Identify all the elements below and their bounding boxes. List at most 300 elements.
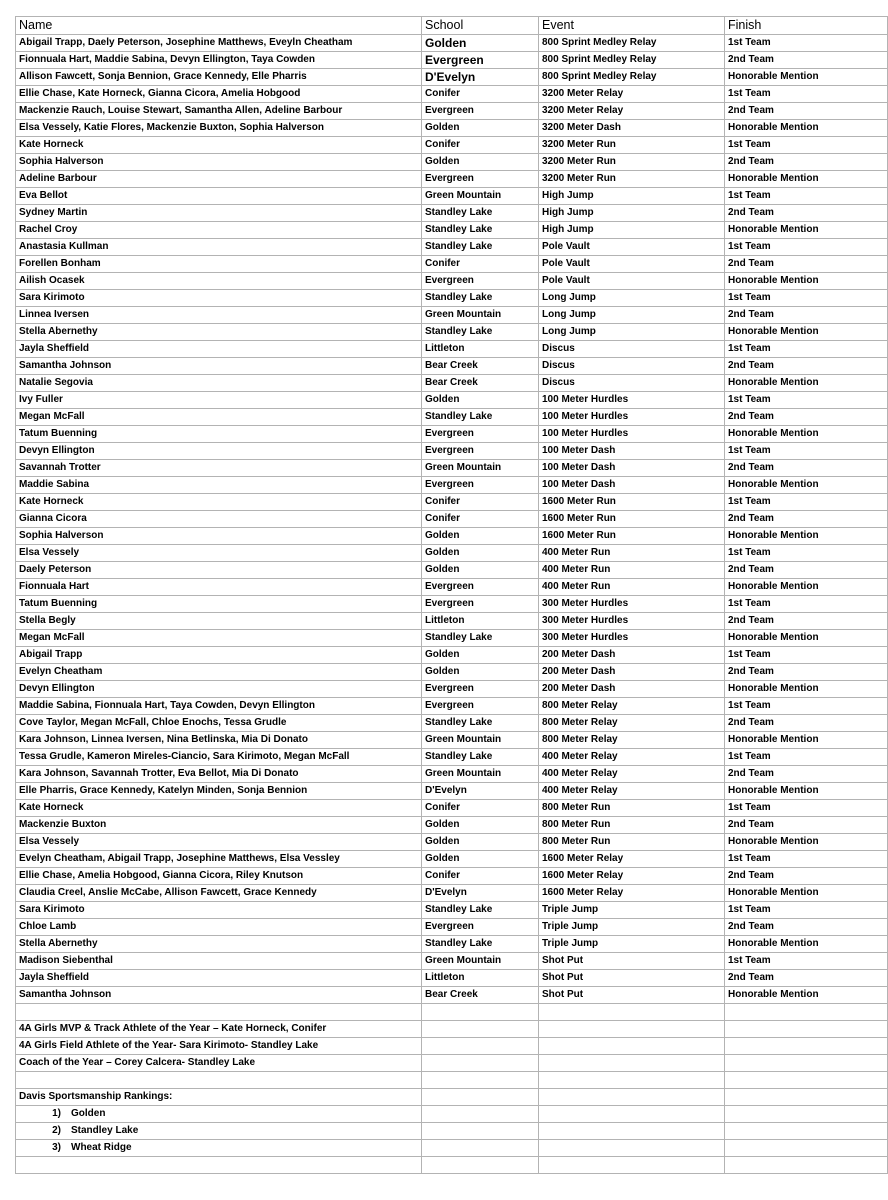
event: 3200 Meter Relay bbox=[539, 86, 725, 103]
finish: Honorable Mention bbox=[725, 936, 888, 953]
athlete-name: Samantha Johnson bbox=[16, 358, 422, 375]
finish: 1st Team bbox=[725, 545, 888, 562]
finish: Honorable Mention bbox=[725, 222, 888, 239]
table-row bbox=[16, 868, 888, 885]
empty-cell bbox=[539, 1089, 725, 1106]
school: Littleton bbox=[422, 613, 539, 630]
school: Conifer bbox=[422, 137, 539, 154]
table-row bbox=[16, 579, 888, 596]
athlete-name: Maddie Sabina bbox=[16, 477, 422, 494]
table-row bbox=[16, 358, 888, 375]
finish: 1st Team bbox=[725, 35, 888, 52]
school: Standley Lake bbox=[422, 409, 539, 426]
athlete-name: Maddie Sabina, Fionnuala Hart, Taya Cowden, Devyn Ellington bbox=[16, 698, 422, 715]
empty-cell bbox=[725, 1072, 888, 1089]
athlete-name: Abigail Trapp, Daely Peterson, Josephine Matthews, Eveyln Cheatham bbox=[16, 35, 422, 52]
school: Golden bbox=[422, 647, 539, 664]
athlete-name: Devyn Ellington bbox=[16, 681, 422, 698]
header-event: Event bbox=[539, 17, 725, 35]
event: 800 Meter Relay bbox=[539, 732, 725, 749]
table-row bbox=[16, 460, 888, 477]
table-row bbox=[16, 256, 888, 273]
table-row bbox=[16, 69, 888, 86]
table-row bbox=[16, 647, 888, 664]
empty-cell bbox=[539, 1038, 725, 1055]
school: Golden bbox=[422, 528, 539, 545]
event: 100 Meter Dash bbox=[539, 460, 725, 477]
athlete-name: Sara Kirimoto bbox=[16, 290, 422, 307]
finish: 1st Team bbox=[725, 341, 888, 358]
event: Discus bbox=[539, 341, 725, 358]
finish: 2nd Team bbox=[725, 307, 888, 324]
table-row bbox=[16, 664, 888, 681]
athlete-name: Ellie Chase, Kate Horneck, Gianna Cicora, Amelia Hobgood bbox=[16, 86, 422, 103]
table-row bbox=[16, 800, 888, 817]
athlete-name: Elle Pharris, Grace Kennedy, Katelyn Minden, Sonja Bennion bbox=[16, 783, 422, 800]
table-row bbox=[16, 86, 888, 103]
school: Bear Creek bbox=[422, 358, 539, 375]
empty-cell bbox=[725, 1021, 888, 1038]
finish: 1st Team bbox=[725, 902, 888, 919]
athlete-name: Natalie Segovia bbox=[16, 375, 422, 392]
empty-cell bbox=[539, 1106, 725, 1123]
finish: 1st Team bbox=[725, 86, 888, 103]
table-row bbox=[16, 154, 888, 171]
athlete-name: Megan McFall bbox=[16, 630, 422, 647]
event: 100 Meter Hurdles bbox=[539, 409, 725, 426]
school: Evergreen bbox=[422, 426, 539, 443]
event: Triple Jump bbox=[539, 902, 725, 919]
event: 1600 Meter Relay bbox=[539, 868, 725, 885]
athlete-name: Kate Horneck bbox=[16, 494, 422, 511]
athlete-name: Eva Bellot bbox=[16, 188, 422, 205]
athlete-name: Evelyn Cheatham bbox=[16, 664, 422, 681]
school: Conifer bbox=[422, 511, 539, 528]
event: Triple Jump bbox=[539, 936, 725, 953]
empty-cell bbox=[725, 1157, 888, 1174]
finish: 2nd Team bbox=[725, 103, 888, 120]
athlete-name: Fionnuala Hart, Maddie Sabina, Devyn Ellington, Taya Cowden bbox=[16, 52, 422, 69]
finish: 1st Team bbox=[725, 953, 888, 970]
school: Golden bbox=[422, 392, 539, 409]
event: Pole Vault bbox=[539, 239, 725, 256]
finish: Honorable Mention bbox=[725, 375, 888, 392]
sportsmanship-title: Davis Sportsmanship Rankings: bbox=[16, 1089, 422, 1106]
sportsmanship-title-row bbox=[16, 1089, 888, 1106]
athlete-name: Madison Siebenthal bbox=[16, 953, 422, 970]
finish: 2nd Team bbox=[725, 409, 888, 426]
empty-cell bbox=[422, 1055, 539, 1072]
finish: 2nd Team bbox=[725, 766, 888, 783]
table-row bbox=[16, 987, 888, 1004]
school: Evergreen bbox=[422, 273, 539, 290]
event: Pole Vault bbox=[539, 273, 725, 290]
athlete-name: Evelyn Cheatham, Abigail Trapp, Josephine Matthews, Elsa Vessley bbox=[16, 851, 422, 868]
spacer-row bbox=[16, 1157, 888, 1174]
athlete-name: Elsa Vessely bbox=[16, 545, 422, 562]
table-row bbox=[16, 137, 888, 154]
finish: 1st Team bbox=[725, 290, 888, 307]
event: 1600 Meter Relay bbox=[539, 851, 725, 868]
event: 3200 Meter Run bbox=[539, 171, 725, 188]
empty-cell bbox=[16, 1072, 422, 1089]
event: 200 Meter Dash bbox=[539, 681, 725, 698]
athlete-name: Abigail Trapp bbox=[16, 647, 422, 664]
ranking-school: Wheat Ridge bbox=[71, 1142, 132, 1153]
athlete-name: Fionnuala Hart bbox=[16, 579, 422, 596]
event: 300 Meter Hurdles bbox=[539, 596, 725, 613]
athlete-name: Stella Abernethy bbox=[16, 324, 422, 341]
finish: 1st Team bbox=[725, 596, 888, 613]
table-row bbox=[16, 307, 888, 324]
table-row bbox=[16, 239, 888, 256]
school: Evergreen bbox=[422, 477, 539, 494]
empty-cell bbox=[422, 1021, 539, 1038]
finish: 2nd Team bbox=[725, 205, 888, 222]
athlete-name: Adeline Barbour bbox=[16, 171, 422, 188]
event: Long Jump bbox=[539, 324, 725, 341]
school: Evergreen bbox=[422, 681, 539, 698]
finish: 2nd Team bbox=[725, 919, 888, 936]
athlete-name: Allison Fawcett, Sonja Bennion, Grace Kennedy, Elle Pharris bbox=[16, 69, 422, 86]
finish: Honorable Mention bbox=[725, 426, 888, 443]
table-row bbox=[16, 528, 888, 545]
event: 100 Meter Hurdles bbox=[539, 426, 725, 443]
ranking-school: Standley Lake bbox=[71, 1125, 139, 1136]
table-row bbox=[16, 324, 888, 341]
table-row bbox=[16, 222, 888, 239]
athlete-name: Ellie Chase, Amelia Hobgood, Gianna Cicora, Riley Knutson bbox=[16, 868, 422, 885]
finish: 2nd Team bbox=[725, 817, 888, 834]
empty-cell bbox=[539, 1021, 725, 1038]
event: 800 Sprint Medley Relay bbox=[539, 69, 725, 86]
award-text: 4A Girls Field Athlete of the Year- Sara Kirimoto- Standley Lake bbox=[16, 1038, 422, 1055]
finish: 2nd Team bbox=[725, 715, 888, 732]
finish: Honorable Mention bbox=[725, 120, 888, 137]
school: Green Mountain bbox=[422, 953, 539, 970]
athlete-name: Jayla Sheffield bbox=[16, 970, 422, 987]
event: 800 Meter Relay bbox=[539, 715, 725, 732]
event: 1600 Meter Run bbox=[539, 528, 725, 545]
school: Standley Lake bbox=[422, 239, 539, 256]
ranking-row bbox=[16, 1123, 888, 1140]
finish: Honorable Mention bbox=[725, 324, 888, 341]
finish: Honorable Mention bbox=[725, 987, 888, 1004]
finish: Honorable Mention bbox=[725, 579, 888, 596]
spacer-row bbox=[16, 1004, 888, 1021]
table-row bbox=[16, 851, 888, 868]
finish: 1st Team bbox=[725, 494, 888, 511]
empty-cell bbox=[725, 1038, 888, 1055]
athlete-name: Sophia Halverson bbox=[16, 154, 422, 171]
table-row bbox=[16, 834, 888, 851]
empty-cell bbox=[422, 1157, 539, 1174]
empty-cell bbox=[422, 1106, 539, 1123]
table-row bbox=[16, 35, 888, 52]
school: Standley Lake bbox=[422, 630, 539, 647]
athlete-name: Kate Horneck bbox=[16, 137, 422, 154]
header-finish: Finish bbox=[725, 17, 888, 35]
school: Golden bbox=[422, 154, 539, 171]
empty-cell bbox=[725, 1089, 888, 1106]
event: 800 Meter Run bbox=[539, 817, 725, 834]
event: Pole Vault bbox=[539, 256, 725, 273]
ranking-number: 2) bbox=[52, 1125, 61, 1136]
athlete-name: Stella Abernethy bbox=[16, 936, 422, 953]
ranking-row bbox=[16, 1106, 888, 1123]
school: Green Mountain bbox=[422, 460, 539, 477]
empty-cell bbox=[422, 1004, 539, 1021]
table-row bbox=[16, 205, 888, 222]
empty-cell bbox=[422, 1140, 539, 1157]
award-text: Coach of the Year – Corey Calcera- Standley Lake bbox=[16, 1055, 422, 1072]
event: 300 Meter Hurdles bbox=[539, 613, 725, 630]
athlete-name: Megan McFall bbox=[16, 409, 422, 426]
athlete-name: Elsa Vessely bbox=[16, 834, 422, 851]
table-row bbox=[16, 885, 888, 902]
event: High Jump bbox=[539, 222, 725, 239]
event: Long Jump bbox=[539, 307, 725, 324]
table-row bbox=[16, 919, 888, 936]
school: Evergreen bbox=[422, 52, 539, 69]
finish: 2nd Team bbox=[725, 613, 888, 630]
school: Golden bbox=[422, 120, 539, 137]
athlete-name: Claudia Creel, Anslie McCabe, Allison Fawcett, Grace Kennedy bbox=[16, 885, 422, 902]
athlete-name: Sydney Martin bbox=[16, 205, 422, 222]
table-row bbox=[16, 120, 888, 137]
event: 1600 Meter Run bbox=[539, 494, 725, 511]
event: 200 Meter Dash bbox=[539, 664, 725, 681]
school: Standley Lake bbox=[422, 936, 539, 953]
athlete-name: Ailish Ocasek bbox=[16, 273, 422, 290]
event: 100 Meter Dash bbox=[539, 443, 725, 460]
finish: 2nd Team bbox=[725, 868, 888, 885]
school: Evergreen bbox=[422, 171, 539, 188]
finish: 2nd Team bbox=[725, 562, 888, 579]
event: Shot Put bbox=[539, 970, 725, 987]
school: Green Mountain bbox=[422, 766, 539, 783]
empty-cell bbox=[725, 1106, 888, 1123]
table-row bbox=[16, 290, 888, 307]
ranking-row bbox=[16, 1140, 888, 1157]
finish: 2nd Team bbox=[725, 970, 888, 987]
school: Golden bbox=[422, 834, 539, 851]
finish: 2nd Team bbox=[725, 460, 888, 477]
athlete-name: Forellen Bonham bbox=[16, 256, 422, 273]
empty-cell bbox=[725, 1055, 888, 1072]
school: D'Evelyn bbox=[422, 885, 539, 902]
table-row bbox=[16, 188, 888, 205]
table-row bbox=[16, 732, 888, 749]
event: Discus bbox=[539, 358, 725, 375]
empty-cell bbox=[16, 1157, 422, 1174]
table-row bbox=[16, 273, 888, 290]
event: Discus bbox=[539, 375, 725, 392]
finish: Honorable Mention bbox=[725, 477, 888, 494]
event: 100 Meter Hurdles bbox=[539, 392, 725, 409]
table-row bbox=[16, 698, 888, 715]
school: Littleton bbox=[422, 341, 539, 358]
finish: Honorable Mention bbox=[725, 681, 888, 698]
finish: 2nd Team bbox=[725, 358, 888, 375]
event: 800 Sprint Medley Relay bbox=[539, 52, 725, 69]
athlete-name: Gianna Cicora bbox=[16, 511, 422, 528]
table-row bbox=[16, 715, 888, 732]
award-text: 4A Girls MVP & Track Athlete of the Year – Kate Horneck, Conifer bbox=[16, 1021, 422, 1038]
finish: Honorable Mention bbox=[725, 834, 888, 851]
finish: Honorable Mention bbox=[725, 885, 888, 902]
empty-cell bbox=[539, 1140, 725, 1157]
school: Golden bbox=[422, 851, 539, 868]
school: D'Evelyn bbox=[422, 783, 539, 800]
table-row bbox=[16, 630, 888, 647]
athlete-name: Elsa Vessely, Katie Flores, Mackenzie Buxton, Sophia Halverson bbox=[16, 120, 422, 137]
award-row bbox=[16, 1055, 888, 1072]
header-school: School bbox=[422, 17, 539, 35]
athlete-name: Daely Peterson bbox=[16, 562, 422, 579]
finish: Honorable Mention bbox=[725, 273, 888, 290]
ranking-number: 3) bbox=[52, 1142, 61, 1153]
school: Bear Creek bbox=[422, 375, 539, 392]
table-row bbox=[16, 52, 888, 69]
table-row bbox=[16, 562, 888, 579]
event: 100 Meter Dash bbox=[539, 477, 725, 494]
athlete-name: Chloe Lamb bbox=[16, 919, 422, 936]
school: Evergreen bbox=[422, 443, 539, 460]
empty-cell bbox=[422, 1038, 539, 1055]
athlete-name: Cove Taylor, Megan McFall, Chloe Enochs, Tessa Grudle bbox=[16, 715, 422, 732]
empty-cell bbox=[422, 1072, 539, 1089]
finish: 2nd Team bbox=[725, 154, 888, 171]
event: Triple Jump bbox=[539, 919, 725, 936]
school: Standley Lake bbox=[422, 749, 539, 766]
event: 400 Meter Run bbox=[539, 545, 725, 562]
event: 800 Meter Run bbox=[539, 834, 725, 851]
table-row bbox=[16, 341, 888, 358]
event: 400 Meter Run bbox=[539, 562, 725, 579]
school: Standley Lake bbox=[422, 290, 539, 307]
finish: 1st Team bbox=[725, 698, 888, 715]
school: Evergreen bbox=[422, 103, 539, 120]
event: 3200 Meter Run bbox=[539, 137, 725, 154]
event: 3200 Meter Relay bbox=[539, 103, 725, 120]
finish: 1st Team bbox=[725, 392, 888, 409]
finish: 2nd Team bbox=[725, 52, 888, 69]
finish: 1st Team bbox=[725, 137, 888, 154]
table-row bbox=[16, 817, 888, 834]
event: High Jump bbox=[539, 188, 725, 205]
table-row bbox=[16, 545, 888, 562]
athlete-name: Devyn Ellington bbox=[16, 443, 422, 460]
school: Bear Creek bbox=[422, 987, 539, 1004]
athlete-name: Mackenzie Rauch, Louise Stewart, Samantha Allen, Adeline Barbour bbox=[16, 103, 422, 120]
event: 800 Meter Relay bbox=[539, 698, 725, 715]
finish: 1st Team bbox=[725, 749, 888, 766]
school: Conifer bbox=[422, 494, 539, 511]
table-row bbox=[16, 511, 888, 528]
athlete-name: Sara Kirimoto bbox=[16, 902, 422, 919]
school: D'Evelyn bbox=[422, 69, 539, 86]
empty-cell bbox=[539, 1123, 725, 1140]
event: 1600 Meter Relay bbox=[539, 885, 725, 902]
athlete-name: Kara Johnson, Savannah Trotter, Eva Bellot, Mia Di Donato bbox=[16, 766, 422, 783]
event: 800 Meter Run bbox=[539, 800, 725, 817]
finish: 1st Team bbox=[725, 851, 888, 868]
event: 3200 Meter Dash bbox=[539, 120, 725, 137]
event: 1600 Meter Run bbox=[539, 511, 725, 528]
empty-cell bbox=[725, 1123, 888, 1140]
table-row bbox=[16, 766, 888, 783]
school: Conifer bbox=[422, 800, 539, 817]
school: Standley Lake bbox=[422, 205, 539, 222]
table-row bbox=[16, 443, 888, 460]
school: Golden bbox=[422, 35, 539, 52]
athlete-name: Anastasia Kullman bbox=[16, 239, 422, 256]
table-row bbox=[16, 681, 888, 698]
athlete-name: Samantha Johnson bbox=[16, 987, 422, 1004]
athlete-name: Tessa Grudle, Kameron Mireles-Ciancio, Sara Kirimoto, Megan McFall bbox=[16, 749, 422, 766]
header-name: Name bbox=[16, 17, 422, 35]
empty-cell bbox=[539, 1055, 725, 1072]
athlete-name: Stella Begly bbox=[16, 613, 422, 630]
athlete-name: Jayla Sheffield bbox=[16, 341, 422, 358]
school: Green Mountain bbox=[422, 732, 539, 749]
empty-cell bbox=[422, 1123, 539, 1140]
ranking-number: 1) bbox=[52, 1108, 61, 1119]
finish: 1st Team bbox=[725, 800, 888, 817]
table-row bbox=[16, 902, 888, 919]
ranking-cell bbox=[16, 1123, 422, 1140]
table-row bbox=[16, 375, 888, 392]
table-row bbox=[16, 596, 888, 613]
table-row bbox=[16, 783, 888, 800]
school: Green Mountain bbox=[422, 307, 539, 324]
event: Shot Put bbox=[539, 987, 725, 1004]
ranking-cell bbox=[16, 1140, 422, 1157]
empty-cell bbox=[539, 1072, 725, 1089]
finish: Honorable Mention bbox=[725, 69, 888, 86]
award-row bbox=[16, 1021, 888, 1038]
athlete-name: Rachel Croy bbox=[16, 222, 422, 239]
award-row bbox=[16, 1038, 888, 1055]
finish: Honorable Mention bbox=[725, 630, 888, 647]
school: Green Mountain bbox=[422, 188, 539, 205]
school: Evergreen bbox=[422, 919, 539, 936]
event: 400 Meter Relay bbox=[539, 766, 725, 783]
finish: 2nd Team bbox=[725, 664, 888, 681]
athlete-name: Kara Johnson, Linnea Iversen, Nina Betlinska, Mia Di Donato bbox=[16, 732, 422, 749]
spacer-row bbox=[16, 1072, 888, 1089]
finish: 1st Team bbox=[725, 188, 888, 205]
table-row bbox=[16, 477, 888, 494]
school: Golden bbox=[422, 545, 539, 562]
athlete-name: Sophia Halverson bbox=[16, 528, 422, 545]
finish: 1st Team bbox=[725, 239, 888, 256]
school: Evergreen bbox=[422, 596, 539, 613]
school: Standley Lake bbox=[422, 902, 539, 919]
empty-cell bbox=[725, 1004, 888, 1021]
ranking-school: Golden bbox=[71, 1108, 106, 1119]
school: Conifer bbox=[422, 868, 539, 885]
table-row bbox=[16, 426, 888, 443]
athlete-name: Savannah Trotter bbox=[16, 460, 422, 477]
school: Golden bbox=[422, 664, 539, 681]
school: Conifer bbox=[422, 256, 539, 273]
athlete-name: Kate Horneck bbox=[16, 800, 422, 817]
table-row bbox=[16, 953, 888, 970]
empty-cell bbox=[539, 1157, 725, 1174]
finish: Honorable Mention bbox=[725, 732, 888, 749]
